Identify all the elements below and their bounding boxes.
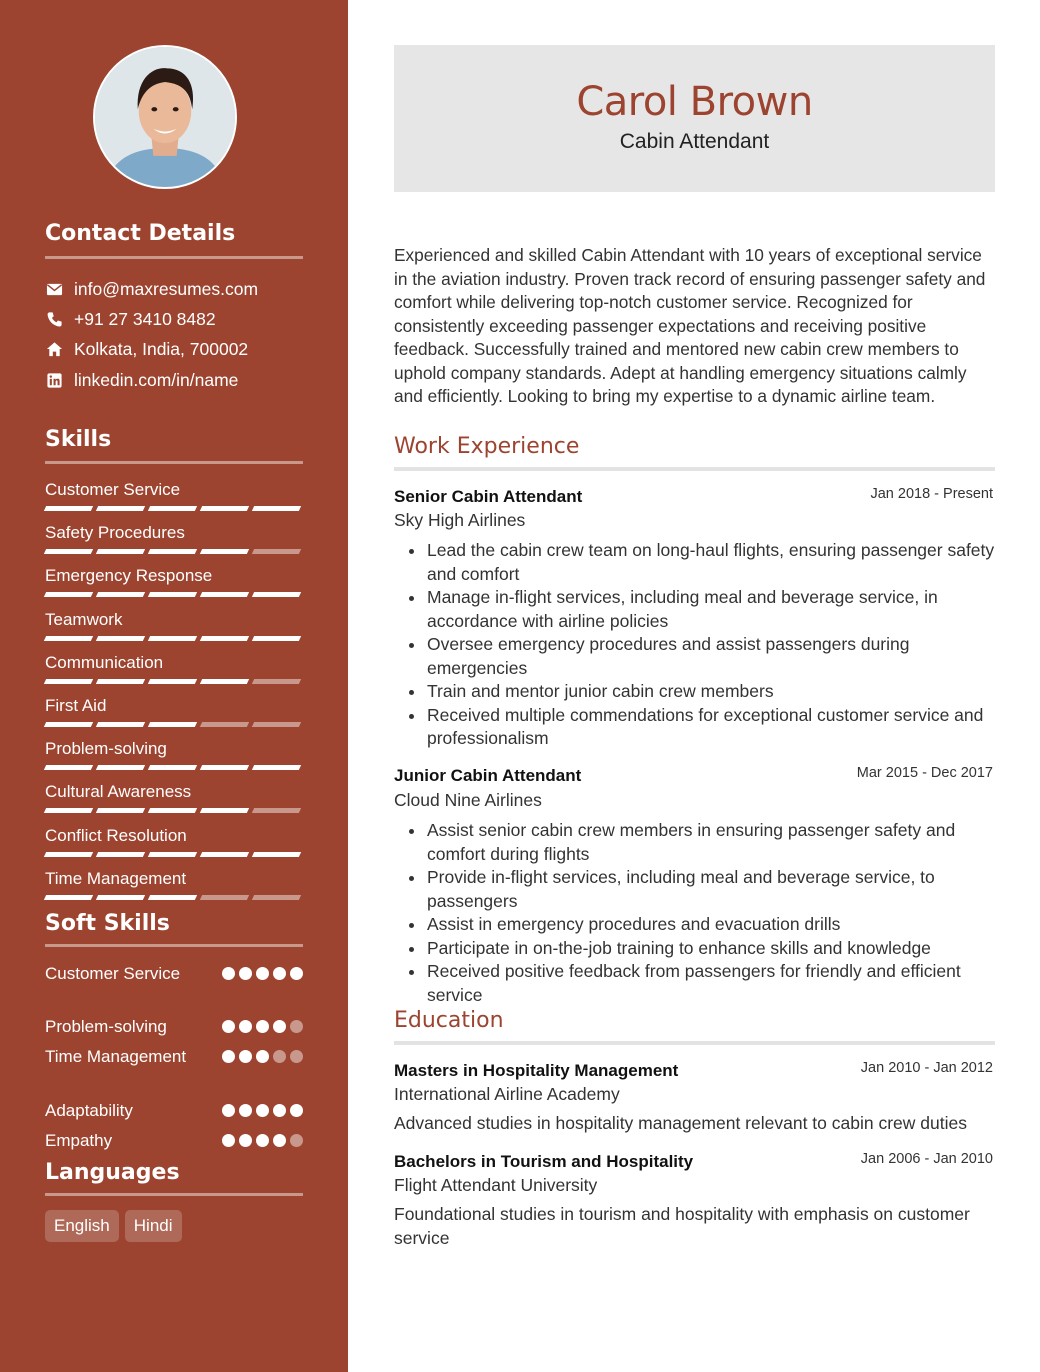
rating-dot <box>222 1134 235 1147</box>
skill-level-segment <box>44 852 93 857</box>
rating-dot <box>222 1050 235 1063</box>
soft-skill-item <box>45 962 303 985</box>
skill-level-segment <box>44 592 93 597</box>
contact-email-text: info@maxresumes.com <box>74 278 259 299</box>
degree-dates: Jan 2010 - Jan 2012 <box>860 1060 993 1076</box>
contact-location-text: Kolkata, India, 700002 <box>74 338 249 359</box>
skill-item <box>45 652 303 684</box>
skill-level-segment <box>148 636 197 641</box>
degree-title: Masters in Hospitality Management <box>394 1061 679 1080</box>
skill-name: Communication <box>45 652 164 672</box>
job-title: Senior Cabin Attendant <box>394 487 583 506</box>
skill-level-segment <box>200 895 249 900</box>
skill-name: Teamwork <box>45 609 123 629</box>
profile-photo <box>95 47 235 187</box>
linkedin-icon <box>45 371 63 389</box>
soft-skill-name: Empathy <box>45 1131 113 1150</box>
degree-dates: Jan 2006 - Jan 2010 <box>860 1151 993 1167</box>
skill-item <box>45 609 303 641</box>
degree-description: Foundational studies in tourism and hospitality with emphasis on customer service <box>394 1204 970 1248</box>
soft-skills-divider <box>45 944 303 947</box>
skill-name: Safety Procedures <box>45 523 185 543</box>
soft-skill-name: Customer Service <box>45 964 181 983</box>
rating-dot <box>273 1134 286 1147</box>
skill-level-segment <box>252 549 301 554</box>
skill-level-bar <box>45 592 303 597</box>
job-dates: Jan 2018 - Present <box>870 486 993 502</box>
job-bullets <box>394 539 995 751</box>
skill-name: Emergency Response <box>45 566 213 586</box>
skill-level-segment <box>148 549 197 554</box>
list-item: Lead the cabin crew team on long-haul flights, ensuring passenger safety and comfort <box>394 539 995 586</box>
skill-item <box>45 522 303 554</box>
rating-dot <box>273 1020 286 1033</box>
soft-skill-rating <box>222 962 303 985</box>
skill-level-bar <box>45 679 303 684</box>
skill-level-segment <box>44 722 93 727</box>
contact-heading: Contact Details <box>45 221 236 246</box>
skill-level-segment <box>252 722 301 727</box>
rating-dot <box>290 1134 303 1147</box>
resume-header <box>394 45 995 192</box>
skill-level-segment <box>200 808 249 813</box>
skill-level-segment <box>200 592 249 597</box>
skill-item <box>45 695 303 727</box>
languages-divider <box>45 1193 303 1196</box>
list-item: Participate in on-the-job training to enhance skills and knowledge <box>394 937 995 961</box>
avatar <box>93 45 237 189</box>
soft-skill-item <box>45 1099 303 1122</box>
skill-level-segment <box>148 722 197 727</box>
soft-skill-name: Time Management <box>45 1047 187 1066</box>
rating-dot <box>222 967 235 980</box>
rating-dot <box>273 967 286 980</box>
skill-level-segment <box>252 765 301 770</box>
language-chip: English <box>45 1210 119 1242</box>
education-divider <box>394 1041 995 1045</box>
skill-level-segment <box>96 636 145 641</box>
skill-level-segment <box>96 895 145 900</box>
skill-level-segment <box>200 722 249 727</box>
skill-name: Conflict Resolution <box>45 825 187 845</box>
rating-dot <box>256 1050 269 1063</box>
skill-level-segment <box>148 765 197 770</box>
soft-skill-rating <box>222 1099 303 1122</box>
rating-dot <box>290 1020 303 1033</box>
skill-name: Time Management <box>45 868 187 888</box>
skill-level-segment <box>96 506 145 511</box>
job-bullets <box>394 819 995 1007</box>
language-chip: Hindi <box>125 1210 182 1242</box>
candidate-title: Cabin Attendant <box>619 130 770 153</box>
skill-level-segment <box>252 636 301 641</box>
skill-level-segment <box>148 852 197 857</box>
skill-level-segment <box>148 808 197 813</box>
skill-level-segment <box>200 852 249 857</box>
soft-skill-rating <box>222 1045 303 1068</box>
list-item: Oversee emergency procedures and assist passengers during emergencies <box>394 633 995 680</box>
soft-skill-name: Problem-solving <box>45 1017 167 1036</box>
rating-dot <box>290 1104 303 1117</box>
school-name: International Airline Academy <box>394 1084 620 1104</box>
skill-level-segment <box>96 592 145 597</box>
skill-level-bar <box>45 636 303 641</box>
rating-dot <box>239 1104 252 1117</box>
skill-item <box>45 781 303 813</box>
candidate-name: Carol Brown <box>576 79 813 125</box>
list-item: Provide in-flight services, including meal and beverage service, to passengers <box>394 866 995 913</box>
skill-item <box>45 868 303 900</box>
skill-level-segment <box>148 592 197 597</box>
skill-level-segment <box>96 852 145 857</box>
contact-linkedin-text: linkedin.com/in/name <box>74 369 239 390</box>
degree-title: Bachelors in Tourism and Hospitality <box>394 1152 694 1171</box>
skill-level-segment <box>96 549 145 554</box>
skills-divider <box>45 461 303 464</box>
rating-dot <box>290 1050 303 1063</box>
skill-level-segment <box>200 765 249 770</box>
skill-level-bar <box>45 808 303 813</box>
skill-level-segment <box>44 895 93 900</box>
soft-skill-rating <box>222 1015 303 1038</box>
contact-linkedin[interactable] <box>45 368 238 392</box>
envelope-icon <box>45 280 63 298</box>
rating-dot <box>256 1020 269 1033</box>
contact-email[interactable] <box>45 277 258 301</box>
rating-dot <box>239 1050 252 1063</box>
degree-description: Advanced studies in hospitality management relevant to cabin crew duties <box>394 1113 967 1133</box>
skill-level-segment <box>44 808 93 813</box>
profile-summary: Experienced and skilled Cabin Attendant with 10 years of exceptional service in the aviation industry. Proven track record of ensuring passenger safety and comfort while delivering top-notch customer service. Recognized for consistently exceeding passenger expectations and receiving positive feedback. Successfully trained and mentored new cabin crew members to uphold company standards. Adept at handling emergency situations calmly and efficiently. Looking to bring my expertise to a dynamic airline team. <box>394 245 986 406</box>
skill-level-segment <box>148 679 197 684</box>
skill-name: Problem-solving <box>45 739 167 759</box>
skill-item <box>45 738 303 770</box>
job-company: Cloud Nine Airlines <box>394 790 542 810</box>
soft-skills-heading: Soft Skills <box>45 911 170 936</box>
list-item: Assist in emergency procedures and evacuation drills <box>394 913 995 937</box>
languages-heading: Languages <box>45 1160 180 1185</box>
rating-dot <box>239 1134 252 1147</box>
skill-level-segment <box>252 852 301 857</box>
list-item: Assist senior cabin crew members in ensuring passenger safety and comfort during flights <box>394 819 995 866</box>
skill-name: First Aid <box>45 696 107 715</box>
skill-level-segment <box>200 506 249 511</box>
skill-level-segment <box>200 679 249 684</box>
skill-level-segment <box>252 592 301 597</box>
rating-dot <box>256 967 269 980</box>
skill-level-segment <box>252 808 301 813</box>
skills-heading: Skills <box>45 427 112 452</box>
soft-skill-item <box>45 1015 303 1038</box>
skill-level-segment <box>44 636 93 641</box>
skill-item <box>45 825 303 857</box>
contact-location <box>45 337 248 361</box>
rating-dot <box>222 1104 235 1117</box>
phone-icon <box>45 310 63 328</box>
list-item: Manage in-flight services, including meal and beverage service, in accordance with airline policies <box>394 586 995 633</box>
skill-level-bar <box>45 765 303 770</box>
rating-dot <box>222 1020 235 1033</box>
job-dates: Mar 2015 - Dec 2017 <box>856 765 993 781</box>
rating-dot <box>273 1050 286 1063</box>
skill-item <box>45 479 303 511</box>
skill-level-segment <box>44 765 93 770</box>
skill-level-segment <box>200 636 249 641</box>
skill-level-bar <box>45 549 303 554</box>
rating-dot <box>239 1020 252 1033</box>
list-item: Received multiple commendations for exceptional customer service and professionalism <box>394 704 995 751</box>
sidebar <box>0 0 348 1372</box>
skill-level-segment <box>252 506 301 511</box>
skill-level-bar <box>45 852 303 857</box>
rating-dot <box>256 1104 269 1117</box>
skill-level-bar <box>45 722 303 727</box>
skill-level-bar <box>45 895 303 900</box>
skill-level-segment <box>200 549 249 554</box>
skill-level-segment <box>44 549 93 554</box>
languages-list <box>45 1210 182 1242</box>
home-icon <box>45 340 63 358</box>
soft-skill-item <box>45 1045 303 1068</box>
experience-divider <box>394 467 995 471</box>
rating-dot <box>290 967 303 980</box>
soft-skill-rating <box>222 1129 303 1152</box>
skill-level-bar <box>45 506 303 511</box>
school-name: Flight Attendant University <box>394 1175 598 1195</box>
skill-name: Customer Service <box>45 480 181 499</box>
job-company: Sky High Airlines <box>394 510 526 530</box>
list-item: Train and mentor junior cabin crew members <box>394 680 995 704</box>
skill-level-segment <box>96 679 145 684</box>
skill-item <box>45 565 303 597</box>
rating-dot <box>256 1134 269 1147</box>
skill-level-segment <box>44 506 93 511</box>
soft-skill-item <box>45 1129 303 1152</box>
experience-heading: Work Experience <box>394 434 580 459</box>
job-title: Junior Cabin Attendant <box>394 766 582 785</box>
skill-name: Cultural Awareness <box>45 782 192 802</box>
contact-phone-text: +91 27 3410 8482 <box>74 308 216 329</box>
skill-level-segment <box>252 895 301 900</box>
skill-level-segment <box>96 765 145 770</box>
rating-dot <box>273 1104 286 1117</box>
skill-level-segment <box>96 808 145 813</box>
list-item: Received positive feedback from passengers for friendly and efficient service <box>394 960 995 1007</box>
soft-skill-name: Adaptability <box>45 1101 133 1120</box>
rating-dot <box>239 967 252 980</box>
skill-level-segment <box>148 506 197 511</box>
skill-level-segment <box>96 722 145 727</box>
education-heading: Education <box>394 1008 504 1033</box>
skill-level-segment <box>148 895 197 900</box>
contact-phone[interactable] <box>45 307 216 331</box>
skill-level-segment <box>44 679 93 684</box>
skill-level-segment <box>252 679 301 684</box>
contact-divider <box>45 256 303 259</box>
